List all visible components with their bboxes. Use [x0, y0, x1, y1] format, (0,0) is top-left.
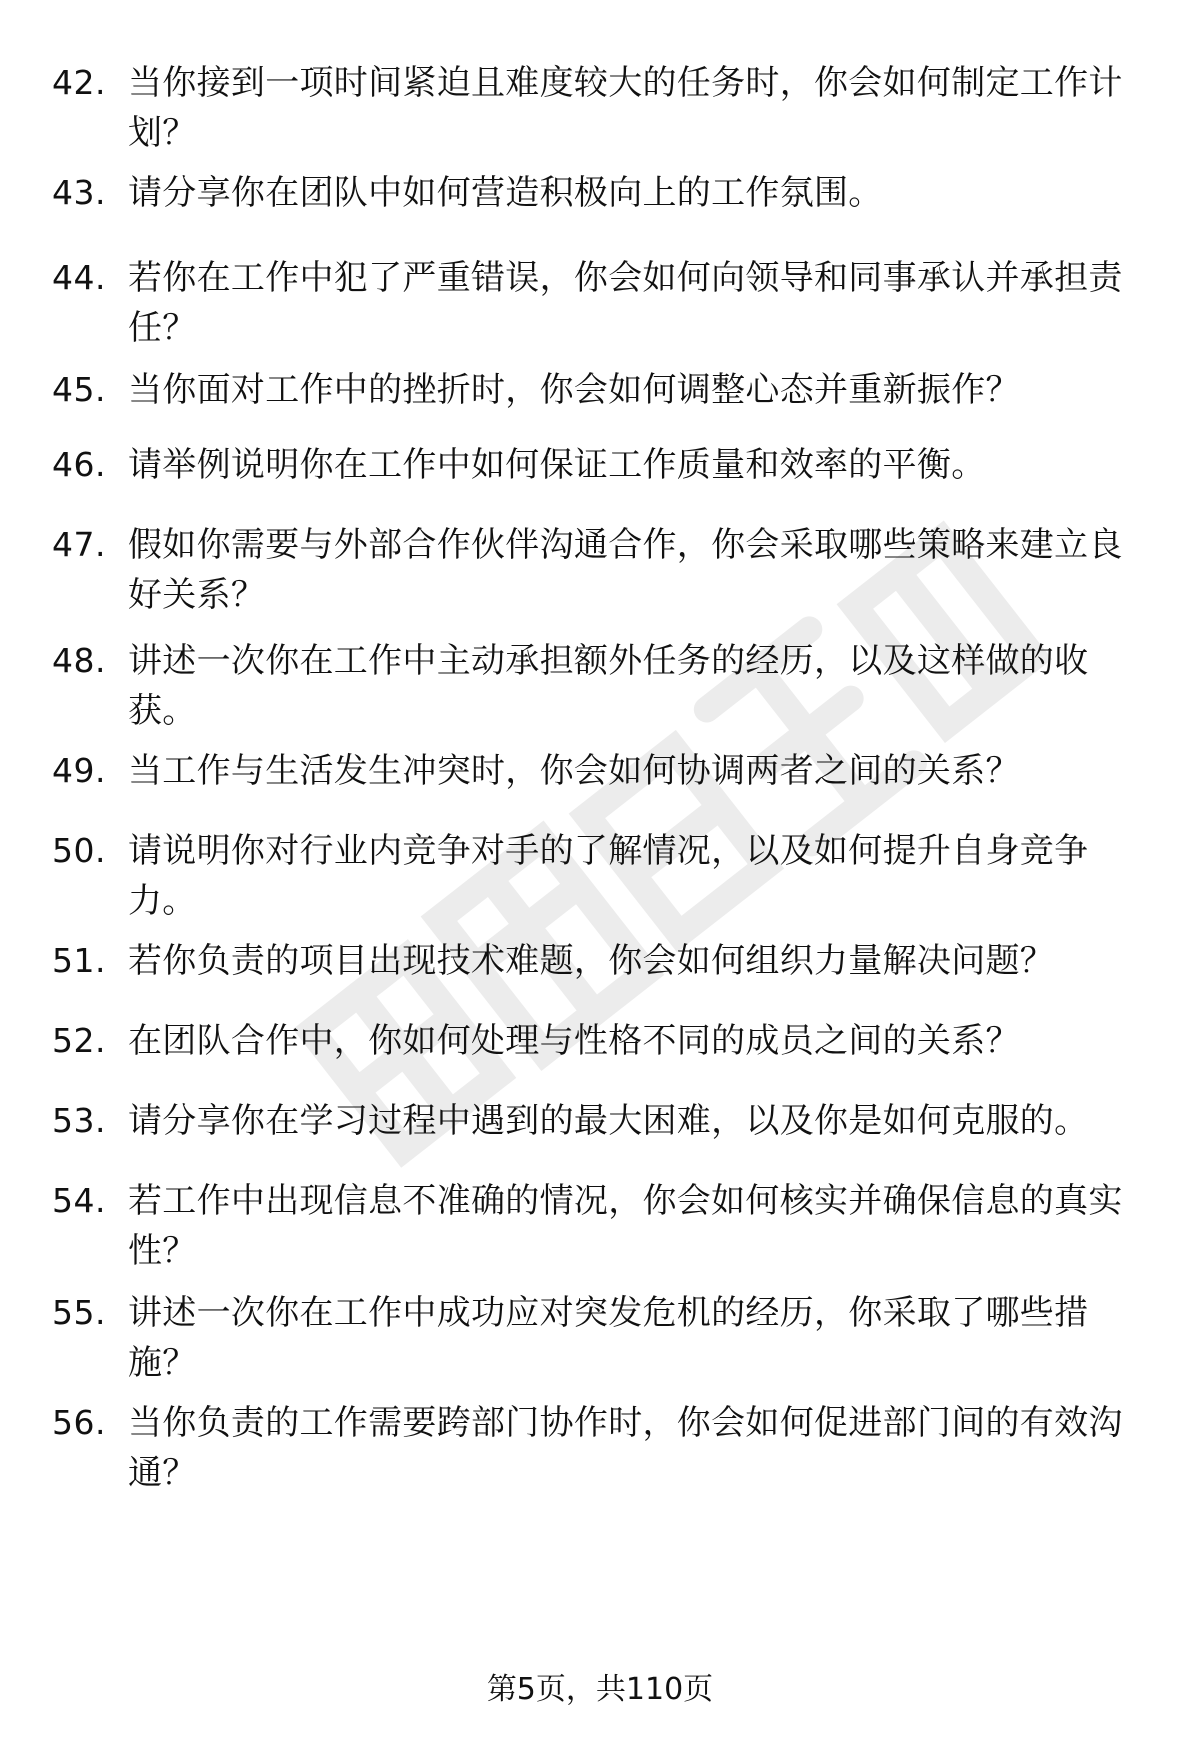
question-text: 请分享你在学习过程中遇到的最大困难，以及你是如何克服的。: [128, 1101, 1089, 1141]
question-text: 在团队合作中，你如何处理与性格不同的成员之间的关系？: [128, 1021, 1020, 1061]
question-item: [52, 1096, 1152, 1146]
question-number: 55.: [52, 1293, 106, 1332]
question-text: 若你负责的项目出现技术难题，你会如何组织力量解决问题？: [128, 941, 1055, 981]
question-item: [52, 168, 1152, 218]
question-item: [52, 520, 1152, 620]
question-item: [52, 365, 1152, 415]
question-number: 45.: [52, 370, 106, 409]
question-number: 44.: [52, 258, 106, 297]
question-text: 若你在工作中犯了严重错误，你会如何向领导和同事承认并承担责任？: [128, 258, 1123, 348]
question-item: [52, 253, 1152, 353]
question-number: 48.: [52, 641, 106, 680]
question-text: 请举例说明你在工作中如何保证工作质量和效率的平衡。: [128, 445, 986, 485]
question-text: 当你接到一项时间紧迫且难度较大的任务时，你会如何制定工作计划？: [128, 63, 1123, 153]
question-number: 50.: [52, 831, 106, 870]
question-text: 请说明你对行业内竞争对手的了解情况，以及如何提升自身竞争力。: [128, 831, 1089, 921]
question-item: [52, 1288, 1152, 1388]
question-number: 53.: [52, 1101, 106, 1140]
question-item: [52, 1398, 1152, 1498]
question-text: 讲述一次你在工作中成功应对突发危机的经历，你采取了哪些措施？: [128, 1293, 1089, 1383]
question-text: 当工作与生活发生冲突时，你会如何协调两者之间的关系？: [128, 751, 1020, 791]
question-item: [52, 636, 1152, 736]
question-text: 当你负责的工作需要跨部门协作时，你会如何促进部门间的有效沟通？: [128, 1403, 1123, 1493]
question-item: [52, 58, 1152, 158]
question-item: [52, 936, 1152, 986]
question-text: 若工作中出现信息不准确的情况，你会如何核实并确保信息的真实性？: [128, 1181, 1123, 1271]
question-item: [52, 826, 1152, 926]
question-text: 请分享你在团队中如何营造积极向上的工作氛围。: [128, 173, 883, 213]
question-number: 49.: [52, 751, 106, 790]
question-number: 52.: [52, 1021, 106, 1060]
question-text: 讲述一次你在工作中主动承担额外任务的经历，以及这样做的收获。: [128, 641, 1089, 731]
question-number: 47.: [52, 525, 106, 564]
question-number: 51.: [52, 941, 106, 980]
question-item: [52, 746, 1152, 796]
question-number: 54.: [52, 1181, 106, 1220]
question-item: [52, 440, 1152, 490]
question-text: 当你面对工作中的挫折时，你会如何调整心态并重新振作？: [128, 370, 1020, 410]
question-item: [52, 1016, 1152, 1066]
question-number: 43.: [52, 173, 106, 212]
question-item: [52, 1176, 1152, 1276]
question-number: 56.: [52, 1403, 106, 1442]
question-number: 46.: [52, 445, 106, 484]
question-text: 假如你需要与外部合作伙伴沟通合作，你会采取哪些策略来建立良好关系？: [128, 525, 1123, 615]
page-number-footer: 第5页，共110页: [486, 1672, 714, 1707]
question-number: 42.: [52, 63, 106, 102]
